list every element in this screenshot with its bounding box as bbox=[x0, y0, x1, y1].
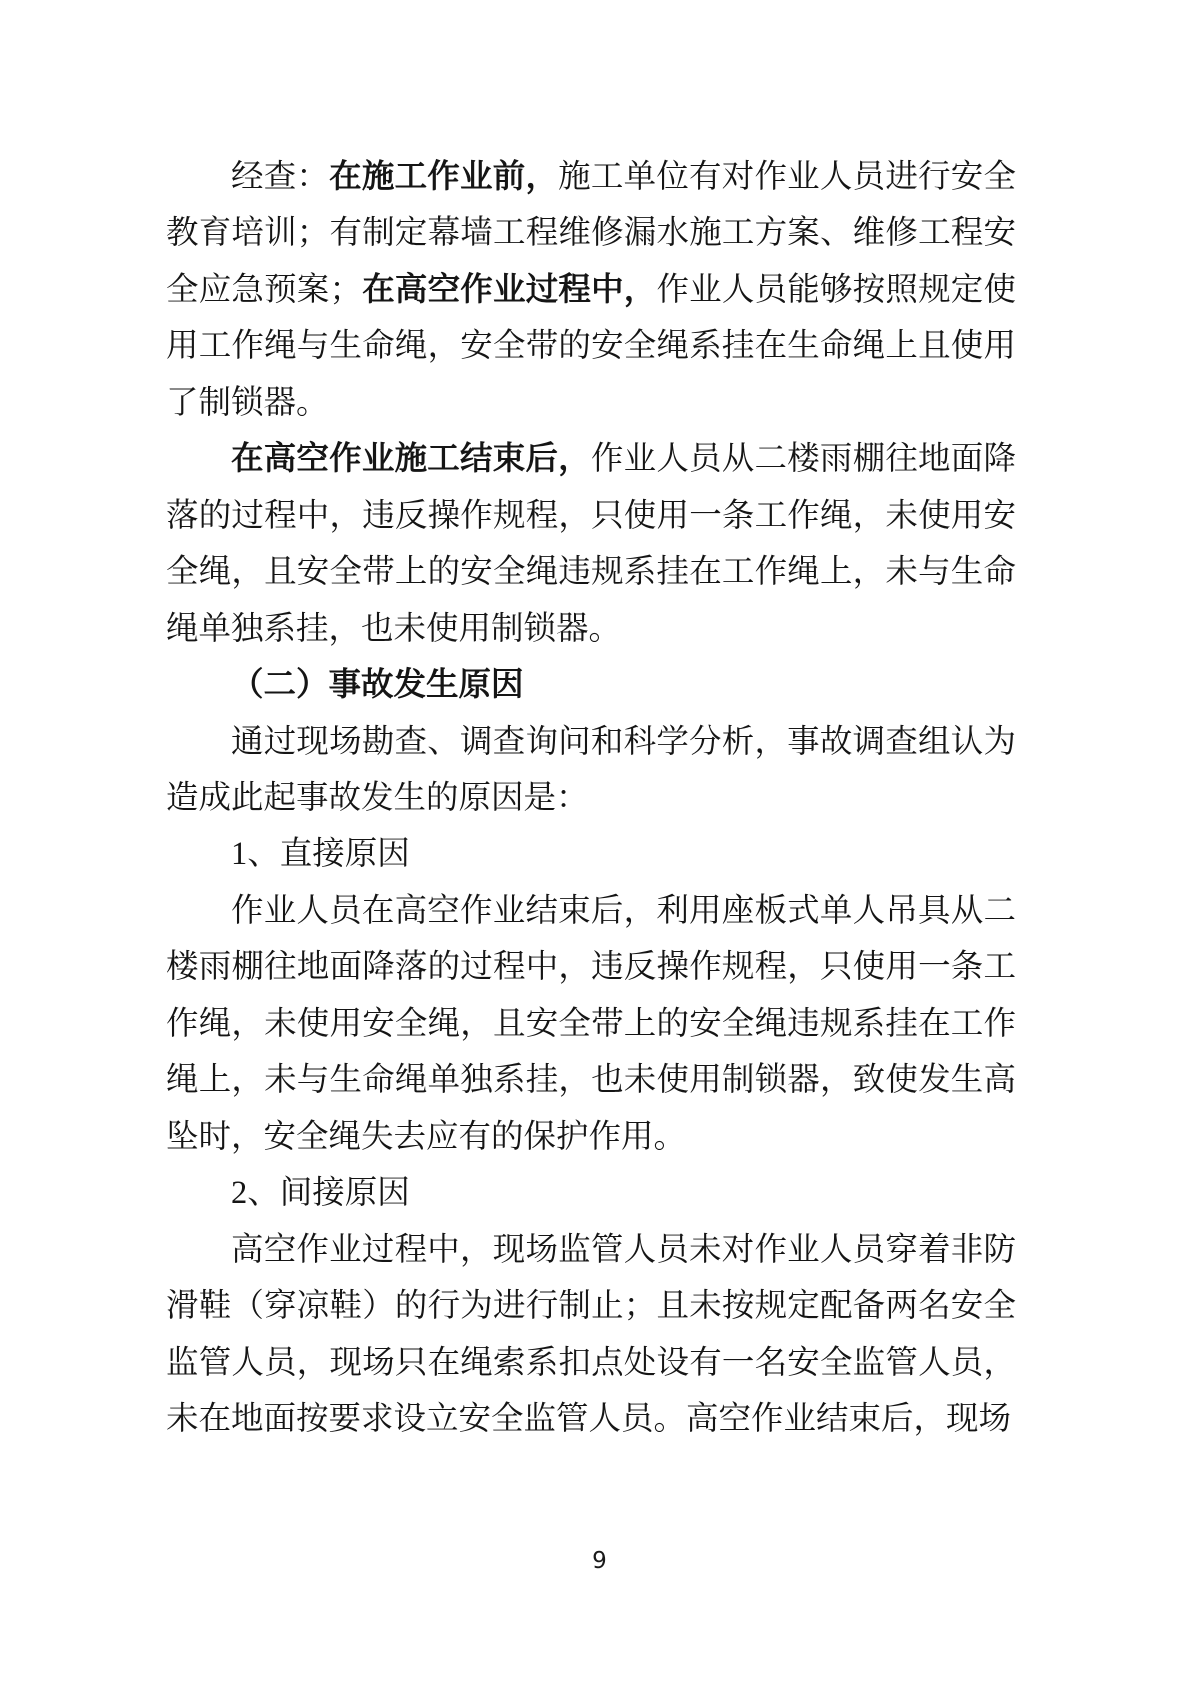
text-run: 1、直接原因 bbox=[231, 836, 410, 873]
para-indirect-cause bbox=[166, 1222, 1016, 1448]
bold-text-run: 在高空作业施工结束后， bbox=[231, 441, 591, 478]
page-number: 9 bbox=[592, 1548, 607, 1574]
bold-text-run: 在施工作业前， bbox=[329, 159, 559, 195]
para-investigation-findings bbox=[166, 149, 1016, 431]
text-run: 作业人员能够按照规定使用工作绳与生命绳，安全带的安全绳系挂在生命绳上且使用了制锁器。 bbox=[166, 271, 1016, 421]
text-run: 经查： bbox=[231, 159, 330, 195]
text-run: 2、间接原因 bbox=[231, 1175, 410, 1212]
para-descent-violation bbox=[166, 431, 1016, 657]
text-run: 施工单位有对作业人员进行安全教育培训；有制定幕墙工程维修漏水施工方案、维修工程安全应急预案； bbox=[166, 159, 1016, 308]
page-footer bbox=[0, 1548, 1199, 1574]
bold-text-run: 在高空作业过程中， bbox=[362, 271, 657, 308]
para-direct-cause bbox=[166, 883, 1016, 1165]
text-run: 高空作业过程中，现场监管人员未对作业人员穿着非防滑鞋（穿凉鞋）的行为进行制止；且未按规定配备两名安全监管人员，现场只在绳索系扣点处设有一名安全监管人员，未在地面按要求设立安全监管人员。高空作业结束后，现场 bbox=[166, 1231, 1016, 1437]
subheading-direct-cause bbox=[166, 826, 1016, 882]
heading-accident-cause bbox=[166, 657, 1016, 713]
text-run: 作业人员在高空作业结束后，利用座板式单人吊具从二楼雨棚往地面降落的过程中，违反操作规程，只使用一条工作绳，未使用安全绳，且安全带上的安全绳违规系挂在工作绳上，未与生命绳单独系挂，也未使用制锁器，致使发生高坠时，安全绳失去应有的保护作用。 bbox=[166, 892, 1016, 1155]
subheading-indirect-cause bbox=[166, 1165, 1016, 1221]
bold-text-run: （二）事故发生原因 bbox=[231, 667, 524, 704]
document-body bbox=[166, 149, 1016, 1447]
para-cause-intro bbox=[166, 714, 1016, 827]
text-run: 作业人员从二楼雨棚往地面降落的过程中，违反操作规程，只使用一条工作绳，未使用安全绳，且安全带上的安全绳违规系挂在工作绳上，未与生命绳单独系挂，也未使用制锁器。 bbox=[166, 441, 1016, 647]
text-run: 通过现场勘查、调查询问和科学分析，事故调查组认为造成此起事故发生的原因是： bbox=[166, 723, 1016, 816]
